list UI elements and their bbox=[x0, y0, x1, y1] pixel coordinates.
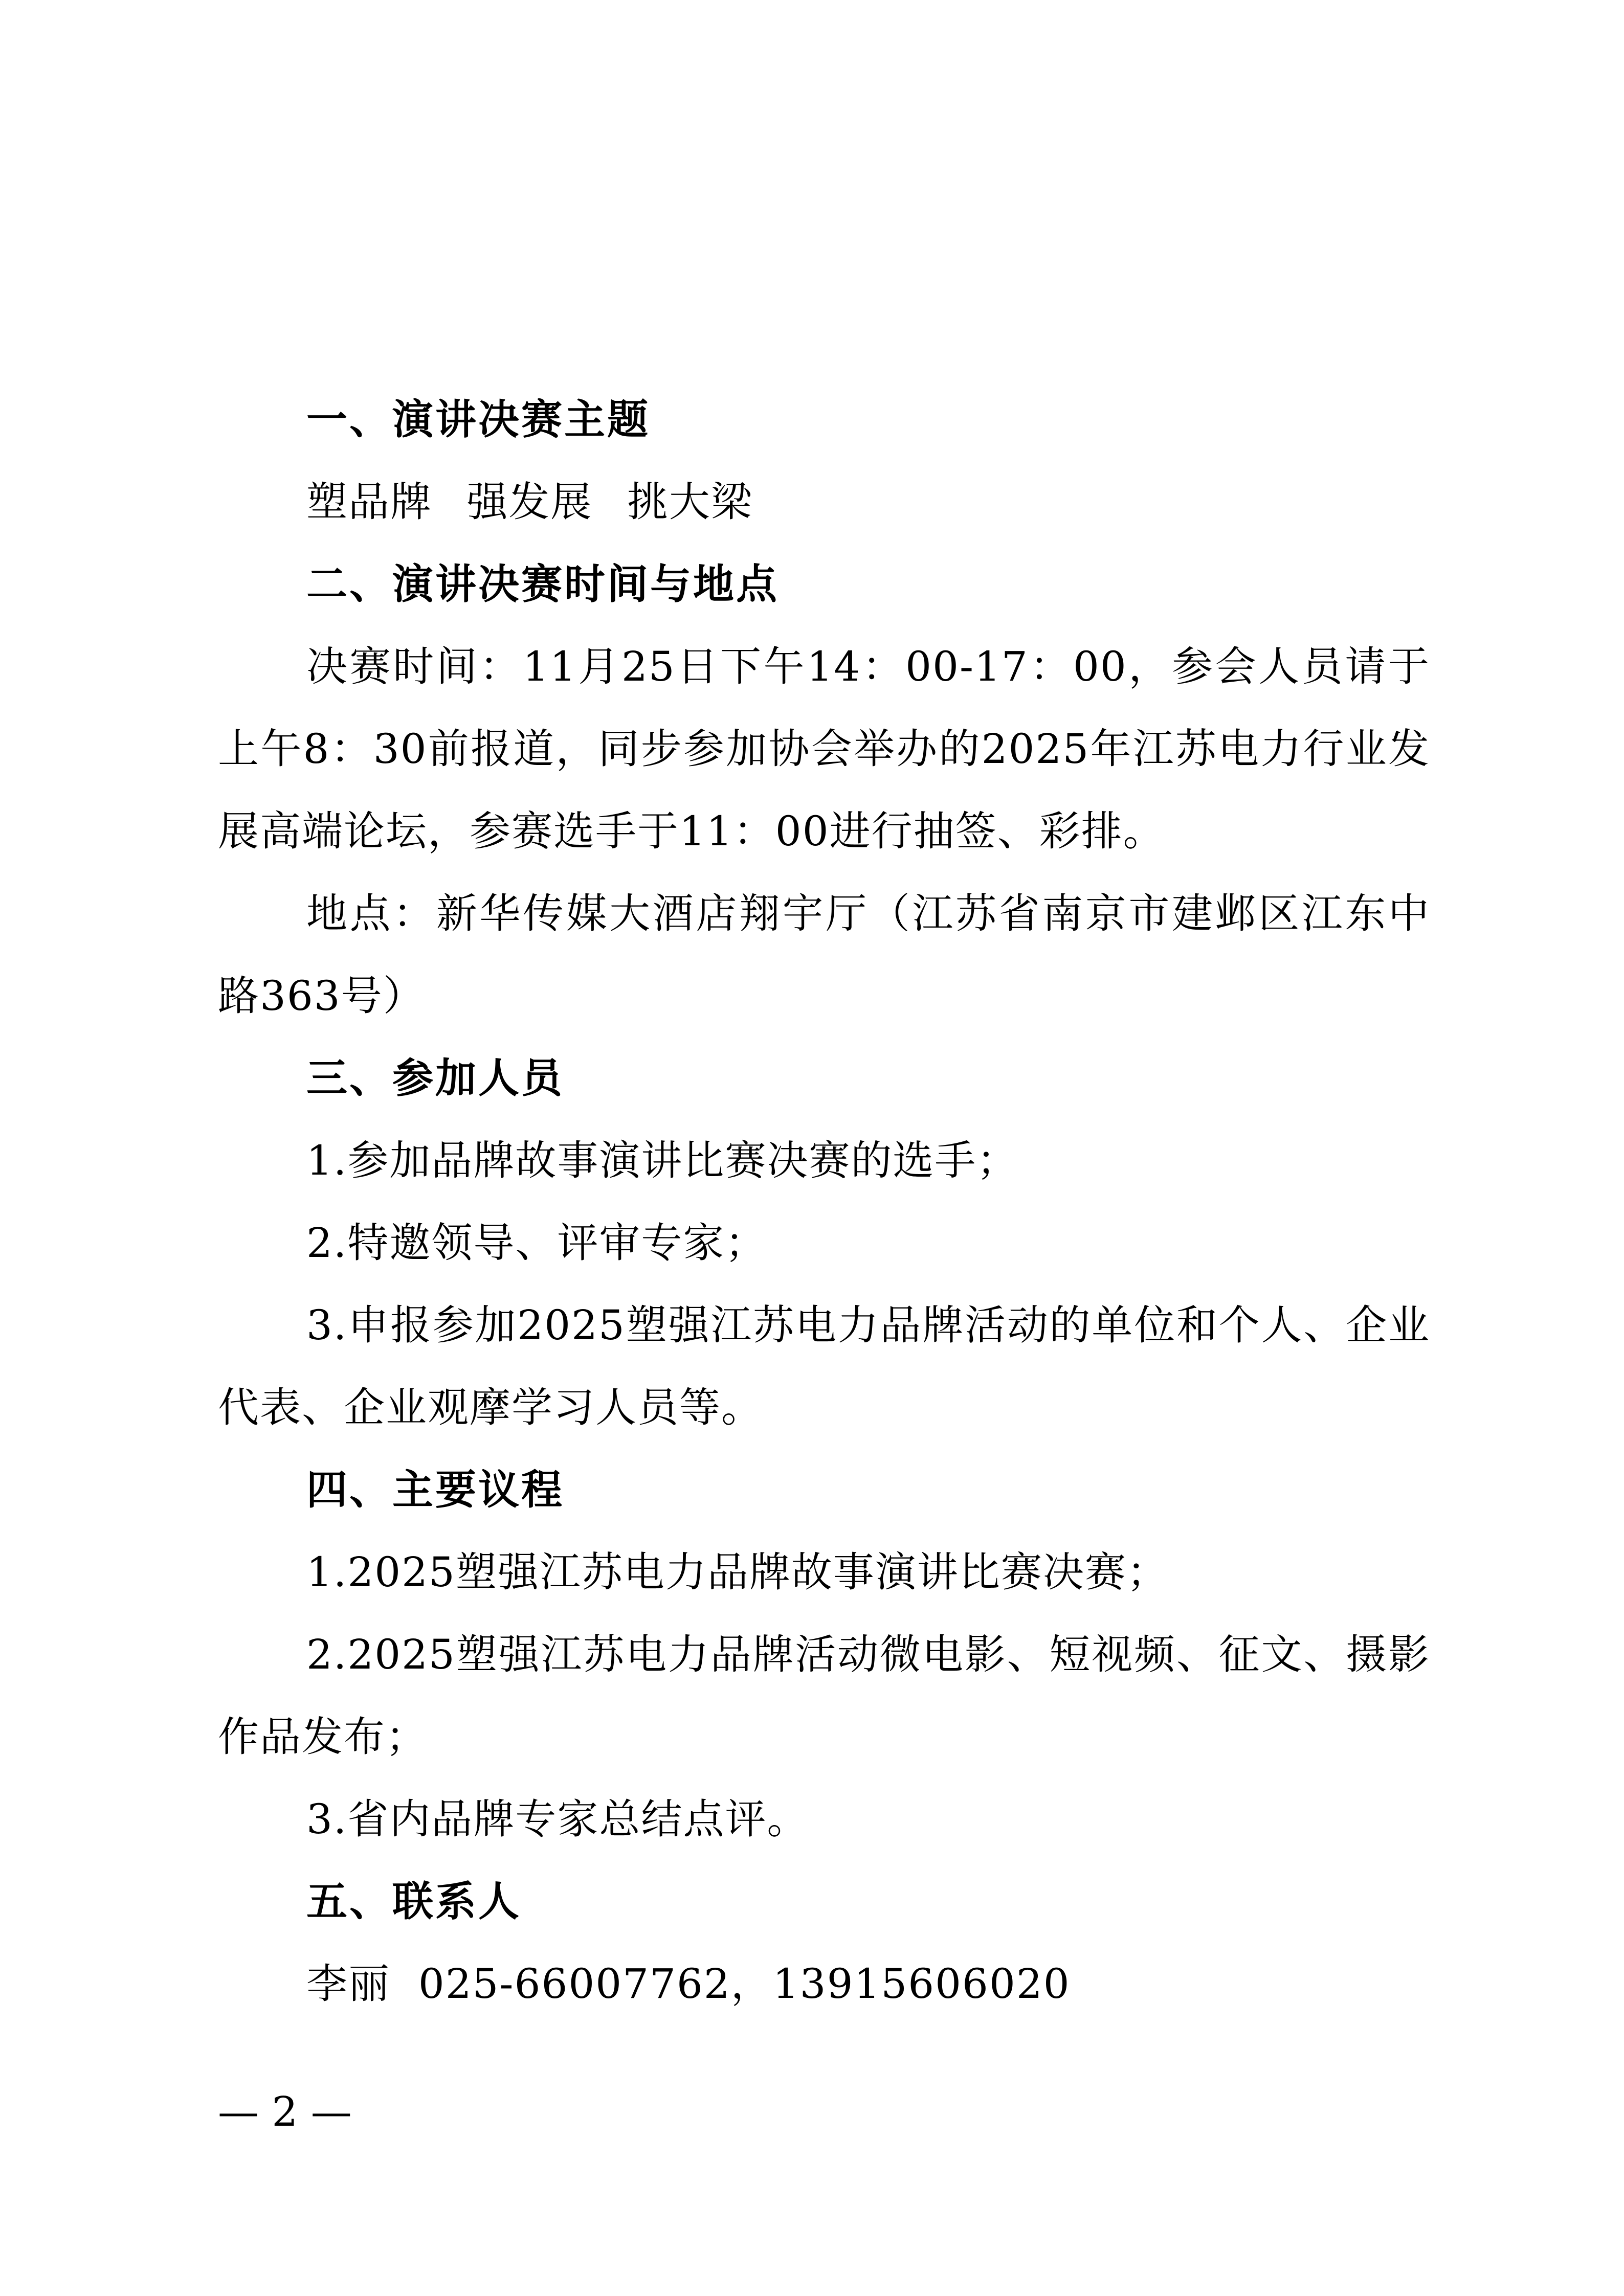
section-heading-time-location: 二、演讲决赛时间与地点 bbox=[306, 560, 779, 608]
participant-item: 3.申报参加2025塑强江苏电力品牌活动的单位和个人、企业代表、企业观摩学习人员等。 bbox=[218, 1301, 1430, 1431]
theme-phrase: 强发展 bbox=[466, 478, 593, 526]
agenda-item: 1.2025塑强江苏电力品牌故事演讲比赛决赛； bbox=[306, 1548, 1169, 1596]
page-number: — 2 — bbox=[218, 2088, 352, 2135]
theme-phrase: 挑大梁 bbox=[627, 478, 753, 526]
location-paragraph: 地点：新华传媒大酒店翔宇厅（江苏省南京市建邺区江东中路363号） bbox=[218, 890, 1430, 1020]
agenda-item: 2.2025塑强江苏电力品牌活动微电影、短视频、征文、摄影作品发布； bbox=[218, 1631, 1430, 1761]
section-heading-contact: 五、联系人 bbox=[306, 1878, 521, 1925]
agenda-item: 3.省内品牌专家总结点评。 bbox=[306, 1795, 809, 1843]
document-body bbox=[218, 378, 1430, 2025]
section-heading-agenda: 四、主要议程 bbox=[306, 1466, 564, 1514]
time-paragraph: 决赛时间：11月25日下午14：00-17：00，参会人员请于上午8：30前报道，同步参加协会举办的2025年江苏电力行业发展高端论坛，参赛选手于11：00进行抽签、彩排。 bbox=[218, 643, 1430, 855]
section-heading-theme: 一、演讲决赛主题 bbox=[306, 396, 650, 443]
contact-info: 李丽 025-66007762，13915606020 bbox=[306, 1960, 1071, 2008]
participant-item: 1.参加品牌故事演讲比赛决赛的选手； bbox=[306, 1137, 1019, 1184]
participant-item: 2.特邀领导、评审专家； bbox=[306, 1219, 767, 1267]
theme-phrase: 塑品牌 bbox=[306, 478, 432, 526]
section-heading-participants: 三、参加人员 bbox=[306, 1054, 564, 1102]
theme-slogan bbox=[218, 461, 1430, 543]
